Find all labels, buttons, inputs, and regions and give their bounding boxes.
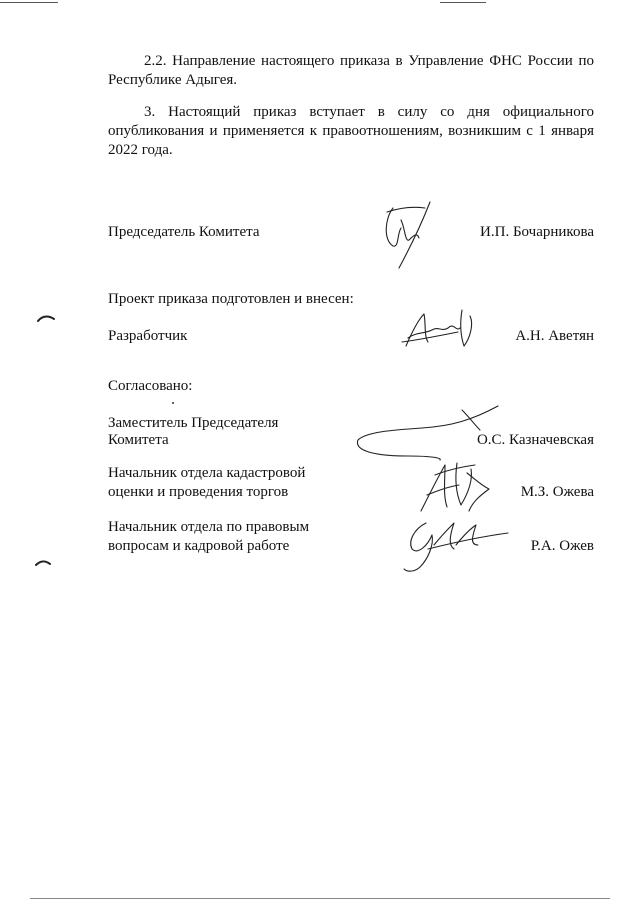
paragraph-2-2-line2: Республике Адыгея. — [108, 72, 238, 88]
paragraph-3 — [108, 103, 594, 160]
margin-mark-lower — [34, 556, 52, 568]
approver-3-name: Р.А. Ожев — [530, 538, 594, 554]
approver-3-signature — [398, 515, 513, 575]
paragraph-3-line1: 3. Настоящий приказ вступает в силу со дня официального — [144, 104, 594, 120]
stray-dot — [172, 402, 174, 404]
margin-mark-upper — [36, 310, 56, 324]
top-scan-line-right — [440, 2, 486, 3]
approver-1-title-line2: Комитета — [108, 432, 169, 448]
approver-2-signature — [415, 455, 497, 517]
chairman-title: Председатель Комитета — [108, 224, 260, 240]
approver-2-title-line2: оценки и проведения торгов — [108, 484, 289, 500]
bottom-scan-line — [30, 898, 610, 899]
developer-name: А.Н. Аветян — [515, 328, 594, 344]
paragraph-2-2 — [108, 52, 594, 90]
paragraph-3-line2: опубликования и применяется к правоотношениям, возникшим с 1 января — [108, 123, 594, 139]
approver-1-title-line1: Заместитель Председателя — [108, 415, 279, 431]
prepared-heading: Проект приказа подготовлен и внесен: — [108, 291, 354, 307]
approver-2-title-line1: Начальник отдела кадастровой — [108, 465, 306, 481]
paragraph-2-2-line1: 2.2. Направление настоящего приказа в Управление ФНС России по — [144, 53, 594, 69]
approver-3-title-line2: вопросам и кадровой работе — [108, 538, 290, 554]
chairman-name: И.П. Бочарникова — [480, 224, 594, 240]
paragraph-3-line3: 2022 года. — [108, 142, 173, 158]
approver-3-title-line1: Начальник отдела по правовым — [108, 519, 310, 535]
top-scan-line-left — [0, 2, 58, 3]
chairman-signature — [375, 198, 445, 272]
approver-2-name: М.З. Ожева — [520, 484, 594, 500]
approver-1-name: О.С. Казначевская — [476, 432, 594, 448]
developer-title: Разработчик — [108, 328, 188, 344]
approver-1-signature — [352, 400, 502, 462]
agreed-heading: Согласовано: — [108, 378, 193, 394]
developer-signature — [398, 302, 483, 352]
